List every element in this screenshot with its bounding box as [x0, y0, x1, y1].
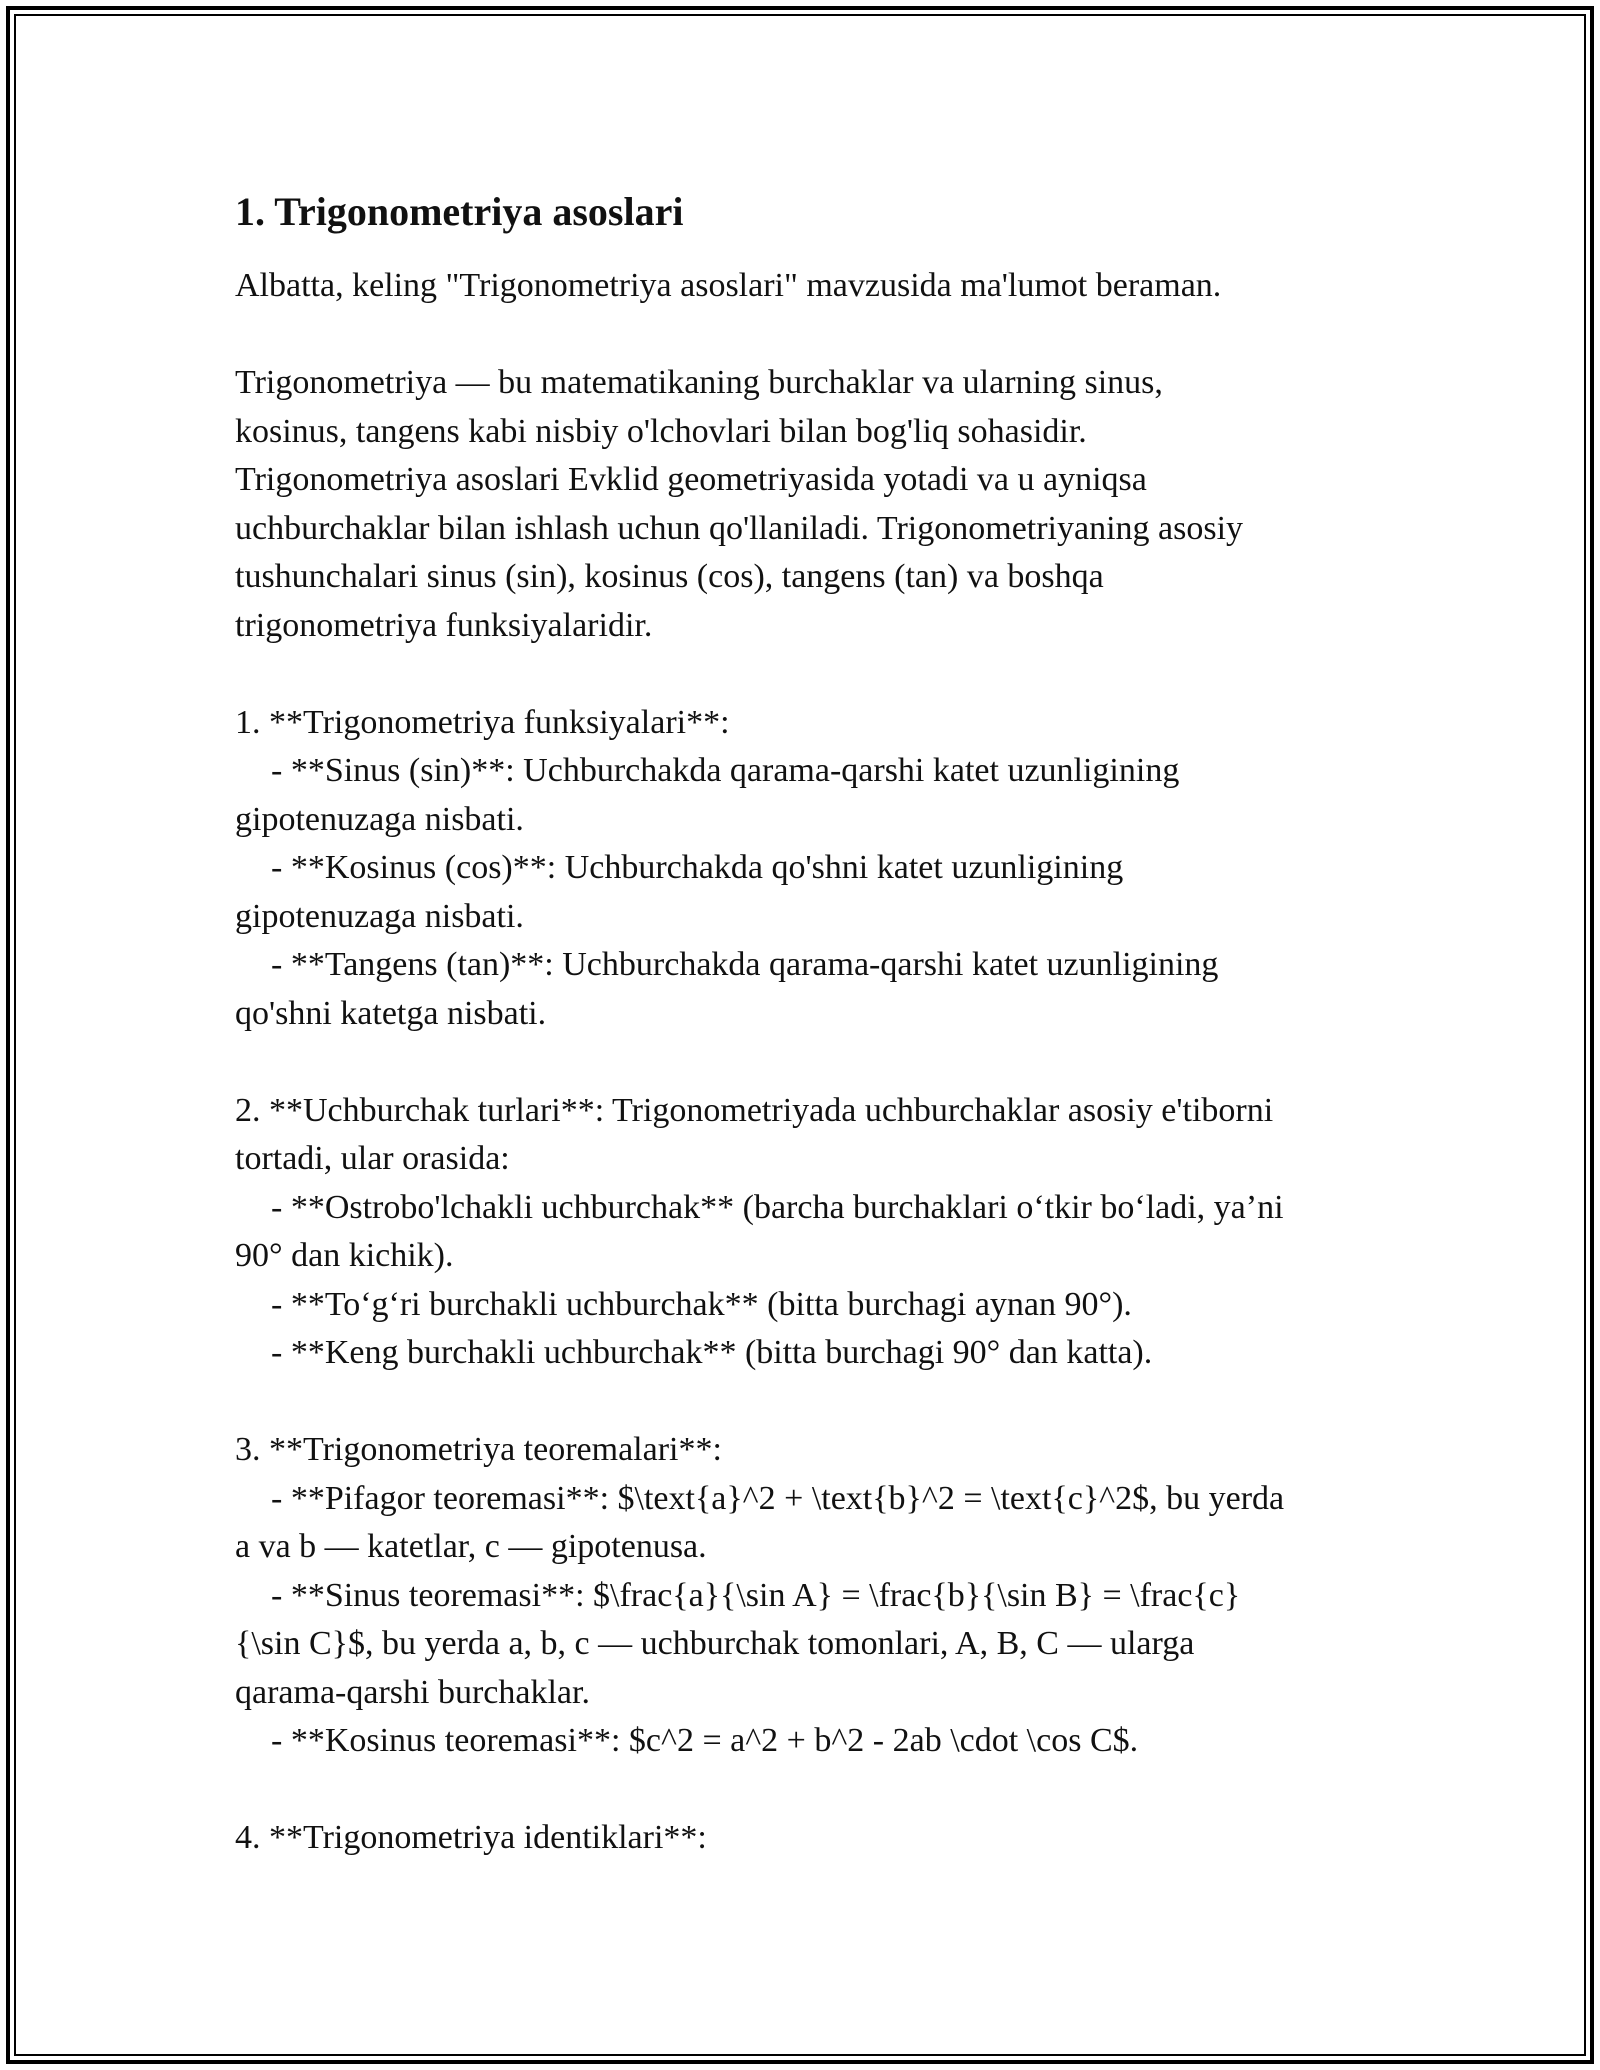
text-line: qo'shni katetga nisbati.: [235, 994, 547, 1032]
bullet-line: - **To‘g‘ri burchakli uchburchak** (bitta burchagi aynan 90°).: [271, 1285, 1132, 1323]
text-line: kosinus, tangens kabi nisbiy o'lchovlari bilan bog'liq sohasidir.: [235, 412, 1087, 450]
bullet-line: - **Sinus (sin)**: Uchburchakda qarama-qarshi katet uzunligining: [271, 752, 1180, 789]
blank-line: [235, 650, 1375, 699]
bullet-line: - **Kosinus teoremasi**: $c^2 = a^2 + b^2 - 2ab \cdot \cos C$.: [271, 1722, 1139, 1759]
document-body: [235, 188, 1375, 1863]
blank-line: [235, 1766, 1375, 1815]
text-line: uchburchaklar bilan ishlash uchun qo'llaniladi. Trigonometriyaning asosiy: [235, 509, 1244, 547]
text-line: tortadi, ular orasida:: [235, 1140, 510, 1177]
text-line: a va b — katetlar, c — gipotenusa.: [235, 1528, 707, 1565]
bullet-line: - **Pifagor teoremasi**: $\text{a}^2 + \text{b}^2 = \text{c}^2$, bu yerda: [271, 1479, 1285, 1517]
text-line: 90° dan kichik).: [235, 1237, 454, 1274]
text-line: 3. **Trigonometriya teoremalari**:: [235, 1431, 722, 1468]
text-line: {\sin C}$, bu yerda a, b, c — uchburchak tomonlari, A, B, C — ularga: [235, 1625, 1195, 1662]
bullet-line: - **Keng burchakli uchburchak** (bitta burchagi 90° dan katta).: [271, 1334, 1153, 1371]
blank-line: [235, 1378, 1375, 1427]
bullet-line: - **Tangens (tan)**: Uchburchakda qarama-qarshi katet uzunligining: [271, 946, 1219, 983]
text-line: 1. **Trigonometriya funksiyalari**:: [235, 703, 730, 741]
text-line: qarama-qarshi burchaklar.: [235, 1673, 590, 1711]
document-title: 1. Trigonometriya asoslari: [235, 189, 684, 234]
blank-line: [235, 311, 1375, 360]
text-line: 2. **Uchburchak turlari**: Trigonometriyada uchburchaklar asosiy e'tiborni: [235, 1091, 1274, 1129]
text-line: gipotenuzaga nisbati.: [235, 897, 524, 935]
text-line: Trigonometriya asoslari Evklid geometriyasida yotadi va u ayniqsa: [235, 461, 1147, 498]
text-line: tushunchalari sinus (sin), kosinus (cos), tangens (tan) va boshqa: [235, 558, 1104, 595]
text-line: Albatta, keling "Trigonometriya asoslari" mavzusida ma'lumot beraman.: [235, 267, 1222, 304]
text-line: Trigonometriya — bu matematikaning burchaklar va ularning sinus,: [235, 364, 1163, 401]
document-text: [235, 262, 1375, 1863]
bullet-line: - **Sinus teoremasi**: $\frac{a}{\sin A} = \frac{b}{\sin B} = \frac{c}: [271, 1576, 1241, 1614]
text-line: trigonometriya funksiyalaridir.: [235, 606, 653, 644]
text-line: gipotenuzaga nisbati.: [235, 800, 524, 838]
text-line: 4. **Trigonometriya identiklari**:: [235, 1819, 707, 1856]
blank-line: [235, 1038, 1375, 1087]
bullet-line: - **Kosinus (cos)**: Uchburchakda qo'shni katet uzunligining: [271, 849, 1124, 886]
bullet-line: - **Ostrobo'lchakli uchburchak** (barcha burchaklari o‘tkir bo‘ladi, ya’ni: [271, 1188, 1284, 1226]
